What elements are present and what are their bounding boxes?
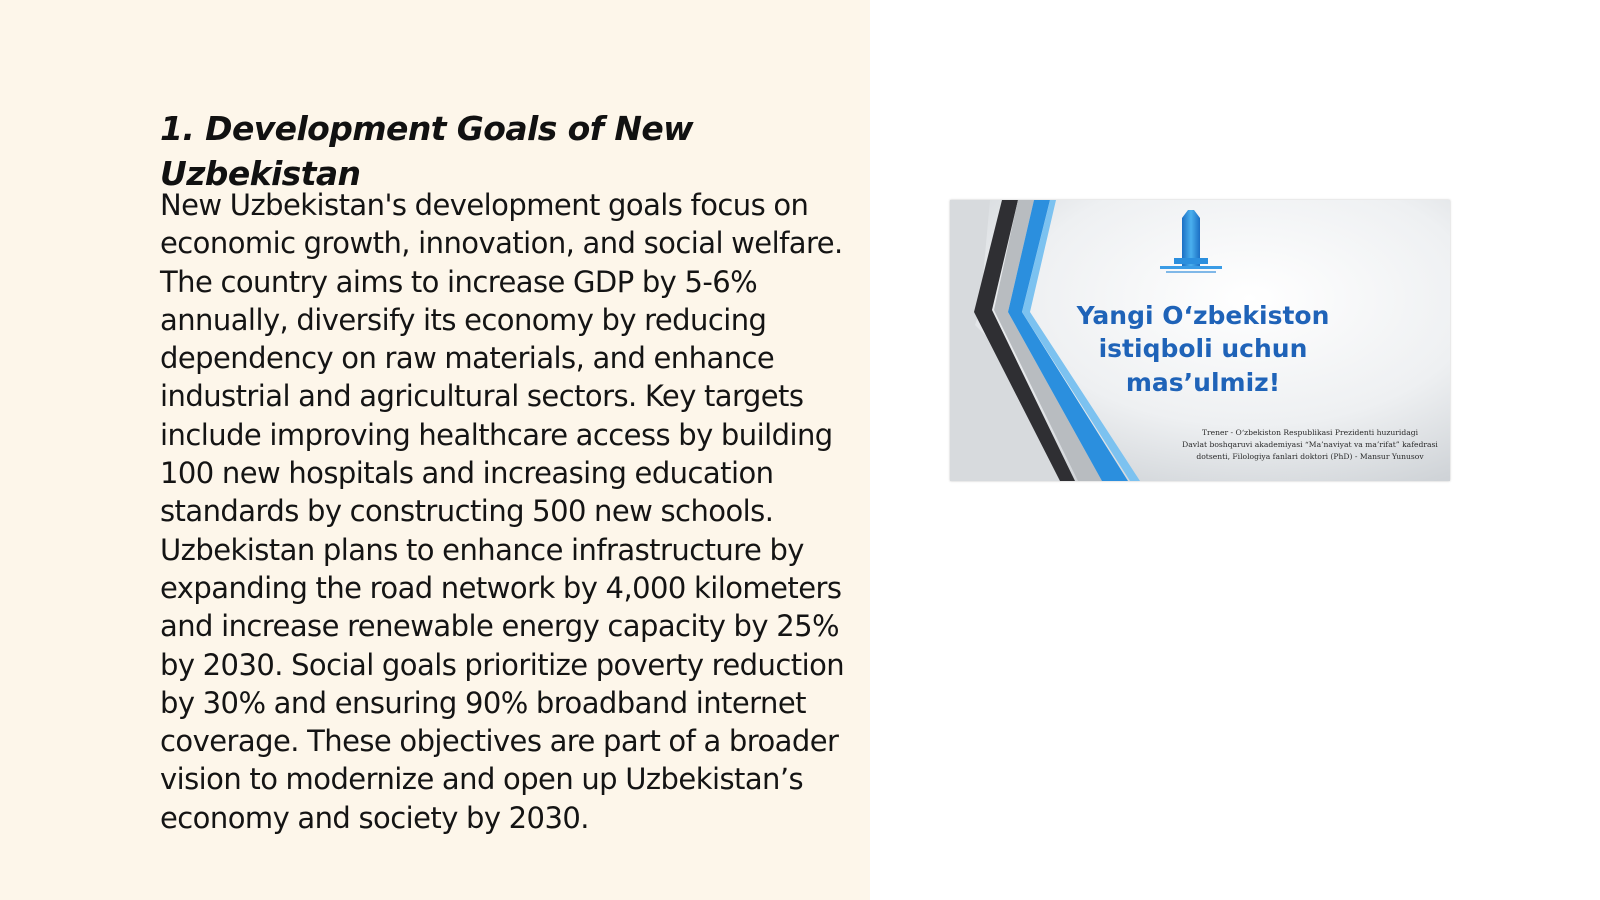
picture-heading-line-2: istiqboli uchun xyxy=(1098,334,1308,363)
slide-picture xyxy=(950,200,1450,481)
picture-credit-line-2: Davlat boshqaruvi akademiyasi “Ma’naviyat va ma’rifat” kafedrasi xyxy=(1182,440,1438,449)
picture-canvas xyxy=(950,200,1450,481)
picture-credit-line-3: dotsenti, Filologiya fanlari doktori (PhD) - Mansur Yunusov xyxy=(1196,452,1424,461)
picture-heading-line-1: Yangi O‘zbekiston xyxy=(1076,301,1330,330)
picture-credit-line-1: Trener - O‘zbekiston Respublikasi Prezidenti huzuridagi xyxy=(1201,428,1419,437)
picture-heading-line-3: mas’ulmiz! xyxy=(1125,368,1281,397)
slide-title: 1. Development Goals of New Uzbekistan xyxy=(160,109,694,193)
slide-body-text: New Uzbekistan's development goals focus on economic growth, innovation, and social welfare. The country aims to increase GDP by 5-6% annually, diversify its economy by reducing dependency on raw materials, and enhance industrial and agricultural sectors. Key targets include improving healthcare access by building 100 new hospitals and increasing education standards by constructing 500 new schools. Uzbekistan plans to enhance infrastructure by expanding the road network by 4,000 kilometers and increase renewable energy capacity by 25% by 2030. Social goals prioritize poverty reduction by 30% and ensuring 90% broadband internet coverage. These objectives are part of a broader vision to modernize and open up Uzbekistan’s economy and society by 2030. xyxy=(160,188,845,835)
